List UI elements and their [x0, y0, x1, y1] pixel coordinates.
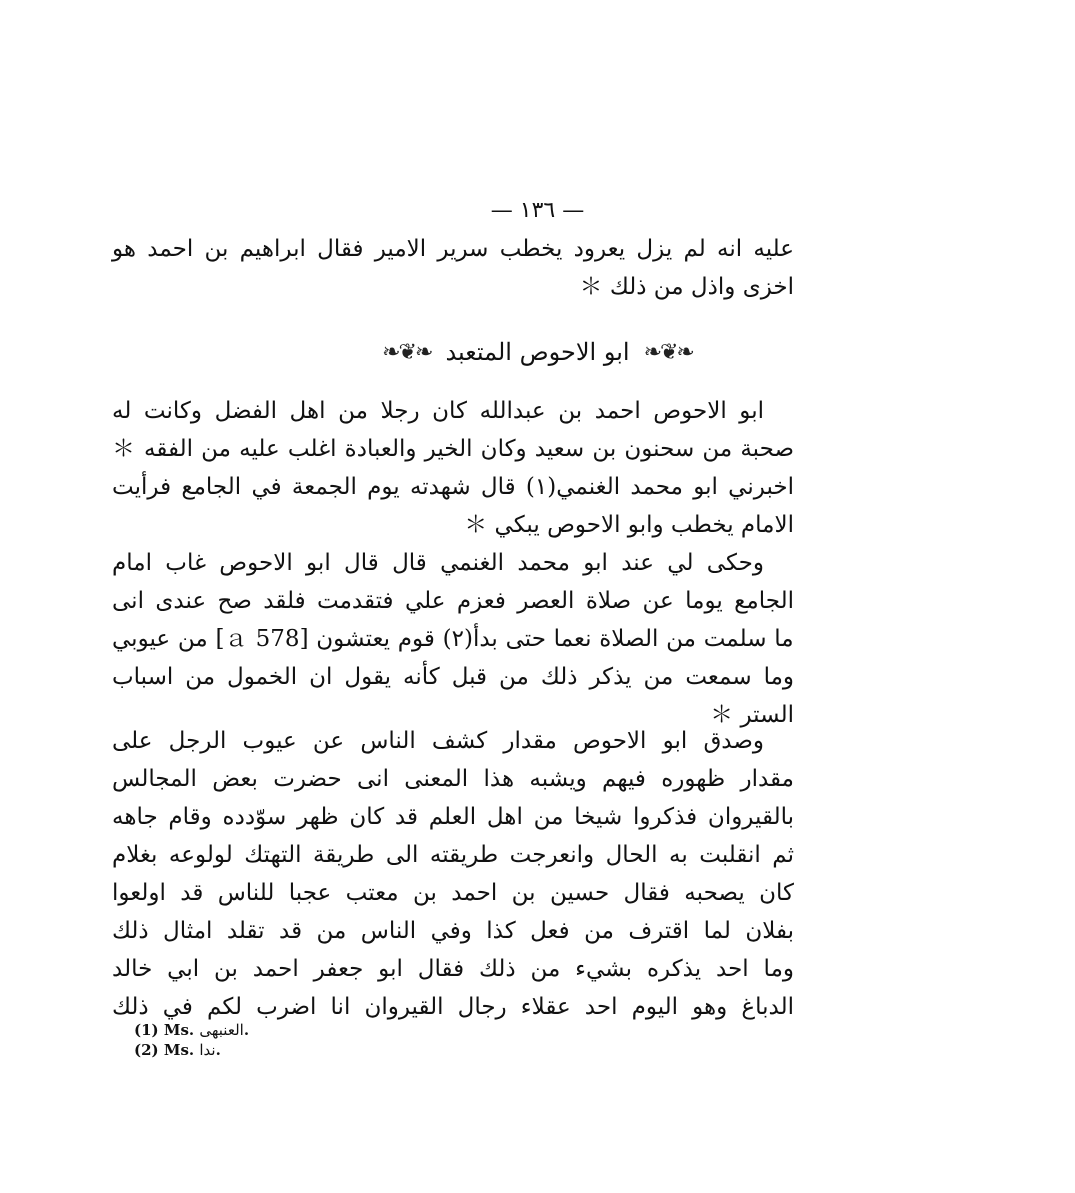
footnote [134, 1020, 249, 1040]
text-line: بالقيروان فذكروا شيخا من اهل العلم قد كان ظهر سوّدده وقام جاهه [112, 804, 794, 830]
section-title: ابو الاحوص المتعبد [445, 338, 630, 366]
footnote-label: (2) Ms. [134, 1041, 195, 1059]
text-line: الستر ＊ [710, 702, 794, 728]
text-line: اخزى واذل من ذلك ＊ [579, 274, 794, 300]
text-line: عليه انه لم يزل يعرود يخطب سرير الامير فقال ابراهيم بن احمد هو [112, 236, 794, 262]
text-line: وما سمعت من يذكر ذلك من قبل كأنه يقول ان الخمول من اسباب [112, 664, 794, 690]
footnote [134, 1040, 249, 1060]
intro-text [112, 230, 794, 306]
footnote-end: . [243, 1021, 250, 1039]
footnotes [134, 1020, 249, 1060]
text-line: صحبة من سحنون بن سعيد وكان الخير والعبادة اغلب عليه من الفقه ＊ [112, 436, 794, 462]
paragraph-2 [112, 722, 794, 1026]
text-line: اخبرني ابو محمد الغنمي(١) قال شهدته يوم الجمعة في الجامع فرأيت [112, 474, 794, 500]
paragraph-1 [112, 392, 794, 734]
ornament-left-icon: ❧❦❧ [382, 339, 432, 365]
text-line: مقدار ظهوره فيهم ويشبه هذا المعنى انى حضرت بعض المجالس [112, 766, 794, 792]
text-line: بفلان لما اقترف من فعل كذا وفي الناس من قد تقلد امثال ذلك [112, 918, 794, 944]
text-line: ثم انقلبت به الحال وانعرجت طريقته الى طريقة التهتك لولوعه بغلام [112, 842, 794, 868]
text-line: وحكى لي عند ابو محمد الغنمي قال قال ابو الاحوص غاب امام [112, 550, 764, 576]
text-line: ابو الاحوص احمد بن عبدالله كان رجلا من اهل الفضل وكانت له [112, 398, 764, 424]
footnote-end: . [215, 1041, 221, 1059]
footnote-variant: ندا [199, 1041, 216, 1059]
section-heading [0, 338, 1075, 366]
text-line: وما احد يذكره بشيء من ذلك فقال ابو جعفر احمد بن ابي خالد [112, 956, 794, 982]
text-line: ما سلمت من الصلاة نعما حتى بدأ(٢) قوم يعتشون [578 ａ] من عيوبي [112, 626, 794, 652]
text-line: الدباغ وهو اليوم احد عقلاء رجال القيروان انا اضرب لكم في ذلك [112, 994, 794, 1020]
text-line: الجامع يوما عن صلاة العصر فعزم علي فتقدمت فلقد صح عندى انى [112, 588, 794, 614]
text-line: كان يصحبه فقال حسين بن احمد بن معتب عجبا للناس قد اولعوا [112, 880, 794, 906]
footnote-label: (1) Ms. [134, 1021, 195, 1039]
text-line: وصدق ابو الاحوص مقدار كشف الناس عن عيوب الرجل على [112, 728, 764, 754]
page-number: — ١٣٦ — [490, 198, 585, 223]
ornament-right-icon: ❧❦❧ [643, 339, 693, 365]
text-line: الامام يخطب وابو الاحوص يبكي ＊ [464, 512, 794, 538]
footnote-variant: العنبهى [199, 1021, 244, 1039]
